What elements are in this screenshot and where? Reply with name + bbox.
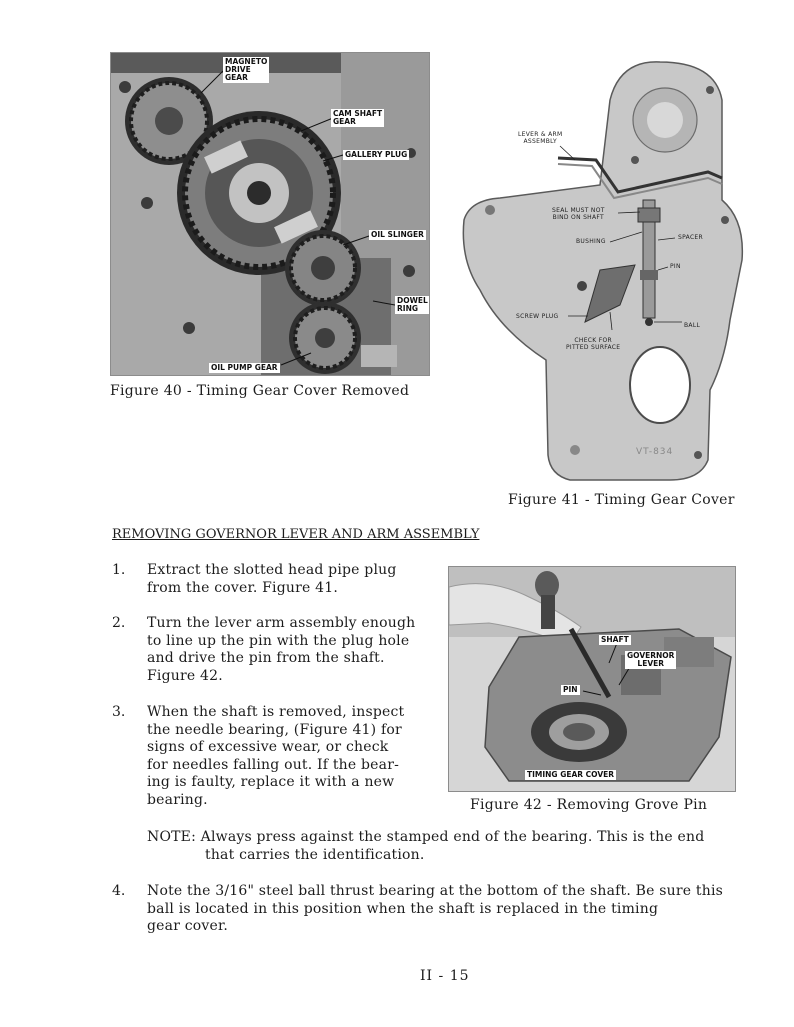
step-4-line: ball is located in this position when the shaft is replaced in the timing — [147, 900, 659, 917]
step-4-number: 4. — [112, 883, 126, 899]
label-lever-arm-assembly: LEVER & ARM ASSEMBLY — [518, 131, 563, 145]
step-4-text — [147, 883, 747, 936]
label-check-pitted-surface: CHECK FOR PITTED SURFACE — [566, 337, 621, 351]
timing-gears-illustration — [111, 53, 429, 375]
step-1-line: from the cover. Figure 41. — [147, 579, 338, 596]
label-gallery-plug: GALLERY PLUG — [345, 150, 408, 159]
step-1-text — [147, 562, 437, 597]
figure-40-caption: Figure 40 - Timing Gear Cover Removed — [110, 383, 410, 399]
step-4-line: gear cover. — [147, 918, 229, 934]
figure-41-caption: Figure 41 - Timing Gear Cover — [508, 492, 735, 508]
figure-42-caption: Figure 42 - Removing Grove Pin — [470, 797, 708, 813]
label-bushing: BUSHING — [576, 238, 606, 245]
label-screw-plug: SCREW PLUG — [516, 313, 559, 320]
note — [147, 829, 747, 864]
step-1-line: Extract the slotted head pipe plug — [147, 562, 397, 578]
label-pin: PIN — [670, 263, 681, 270]
step-3-line: signs of excessive wear, or check — [147, 739, 389, 755]
label-governor-lever: GOVERNOR LEVER — [627, 651, 675, 668]
step-4-line: Note the 3/16" steel ball thrust bearing at the bottom of the shaft. Be sure this — [147, 883, 724, 899]
step-3-text — [147, 704, 437, 809]
step-2-number: 2. — [112, 615, 126, 631]
label-oil-pump-gear: OIL PUMP GEAR — [211, 363, 278, 372]
label-dowel-ring: DOWEL RING — [397, 296, 428, 313]
figure-41-drawing — [460, 60, 750, 488]
label-spacer: SPACER — [678, 234, 703, 241]
label-seal-must-not-bind: SEAL MUST NOT BIND ON SHAFT — [552, 207, 605, 221]
grove-pin-removal-illustration — [449, 567, 735, 791]
step-2-line: and drive the pin from the shaft. — [147, 650, 385, 666]
step-3-line: for needles falling out. If the bear- — [147, 756, 400, 773]
page-number: II - 15 — [420, 968, 470, 984]
step-3-line: the needle bearing, (Figure 41) for — [147, 721, 402, 738]
label-timing-gear-cover: TIMING GEAR COVER — [527, 770, 615, 779]
step-1-number: 1. — [112, 562, 126, 578]
figure-42-photo — [448, 566, 736, 792]
label-pin: PIN — [563, 685, 578, 694]
step-3-line: ing is faulty, replace it with a new — [147, 774, 395, 790]
step-3-line: When the shaft is removed, inspect — [147, 704, 405, 720]
label-ball: BALL — [684, 322, 701, 329]
timing-gear-cover-diagram — [460, 60, 750, 488]
step-2-line: Turn the lever arm assembly enough — [147, 615, 416, 631]
label-oil-slinger: OIL SLINGER — [371, 230, 424, 239]
label-magneto-drive-gear: MAGNETO DRIVE GEAR — [225, 57, 268, 82]
label-shaft: SHAFT — [601, 635, 629, 644]
step-3-line: bearing. — [147, 791, 208, 808]
step-2-text — [147, 615, 437, 685]
note-line: that carries the identification. — [205, 846, 425, 863]
figure-40-photo — [110, 52, 430, 376]
step-2-line: Figure 42. — [147, 667, 223, 684]
label-vt-stamp: VT-834 — [636, 447, 674, 457]
section-heading: REMOVING GOVERNOR LEVER AND ARM ASSEMBLY — [112, 527, 480, 542]
step-2-line: to line up the pin with the plug hole — [147, 632, 410, 649]
note-line: NOTE: Always press against the stamped end of the bearing. This is the end — [147, 829, 705, 845]
label-cam-shaft-gear: CAM SHAFT GEAR — [333, 109, 383, 126]
step-3-number: 3. — [112, 704, 126, 720]
